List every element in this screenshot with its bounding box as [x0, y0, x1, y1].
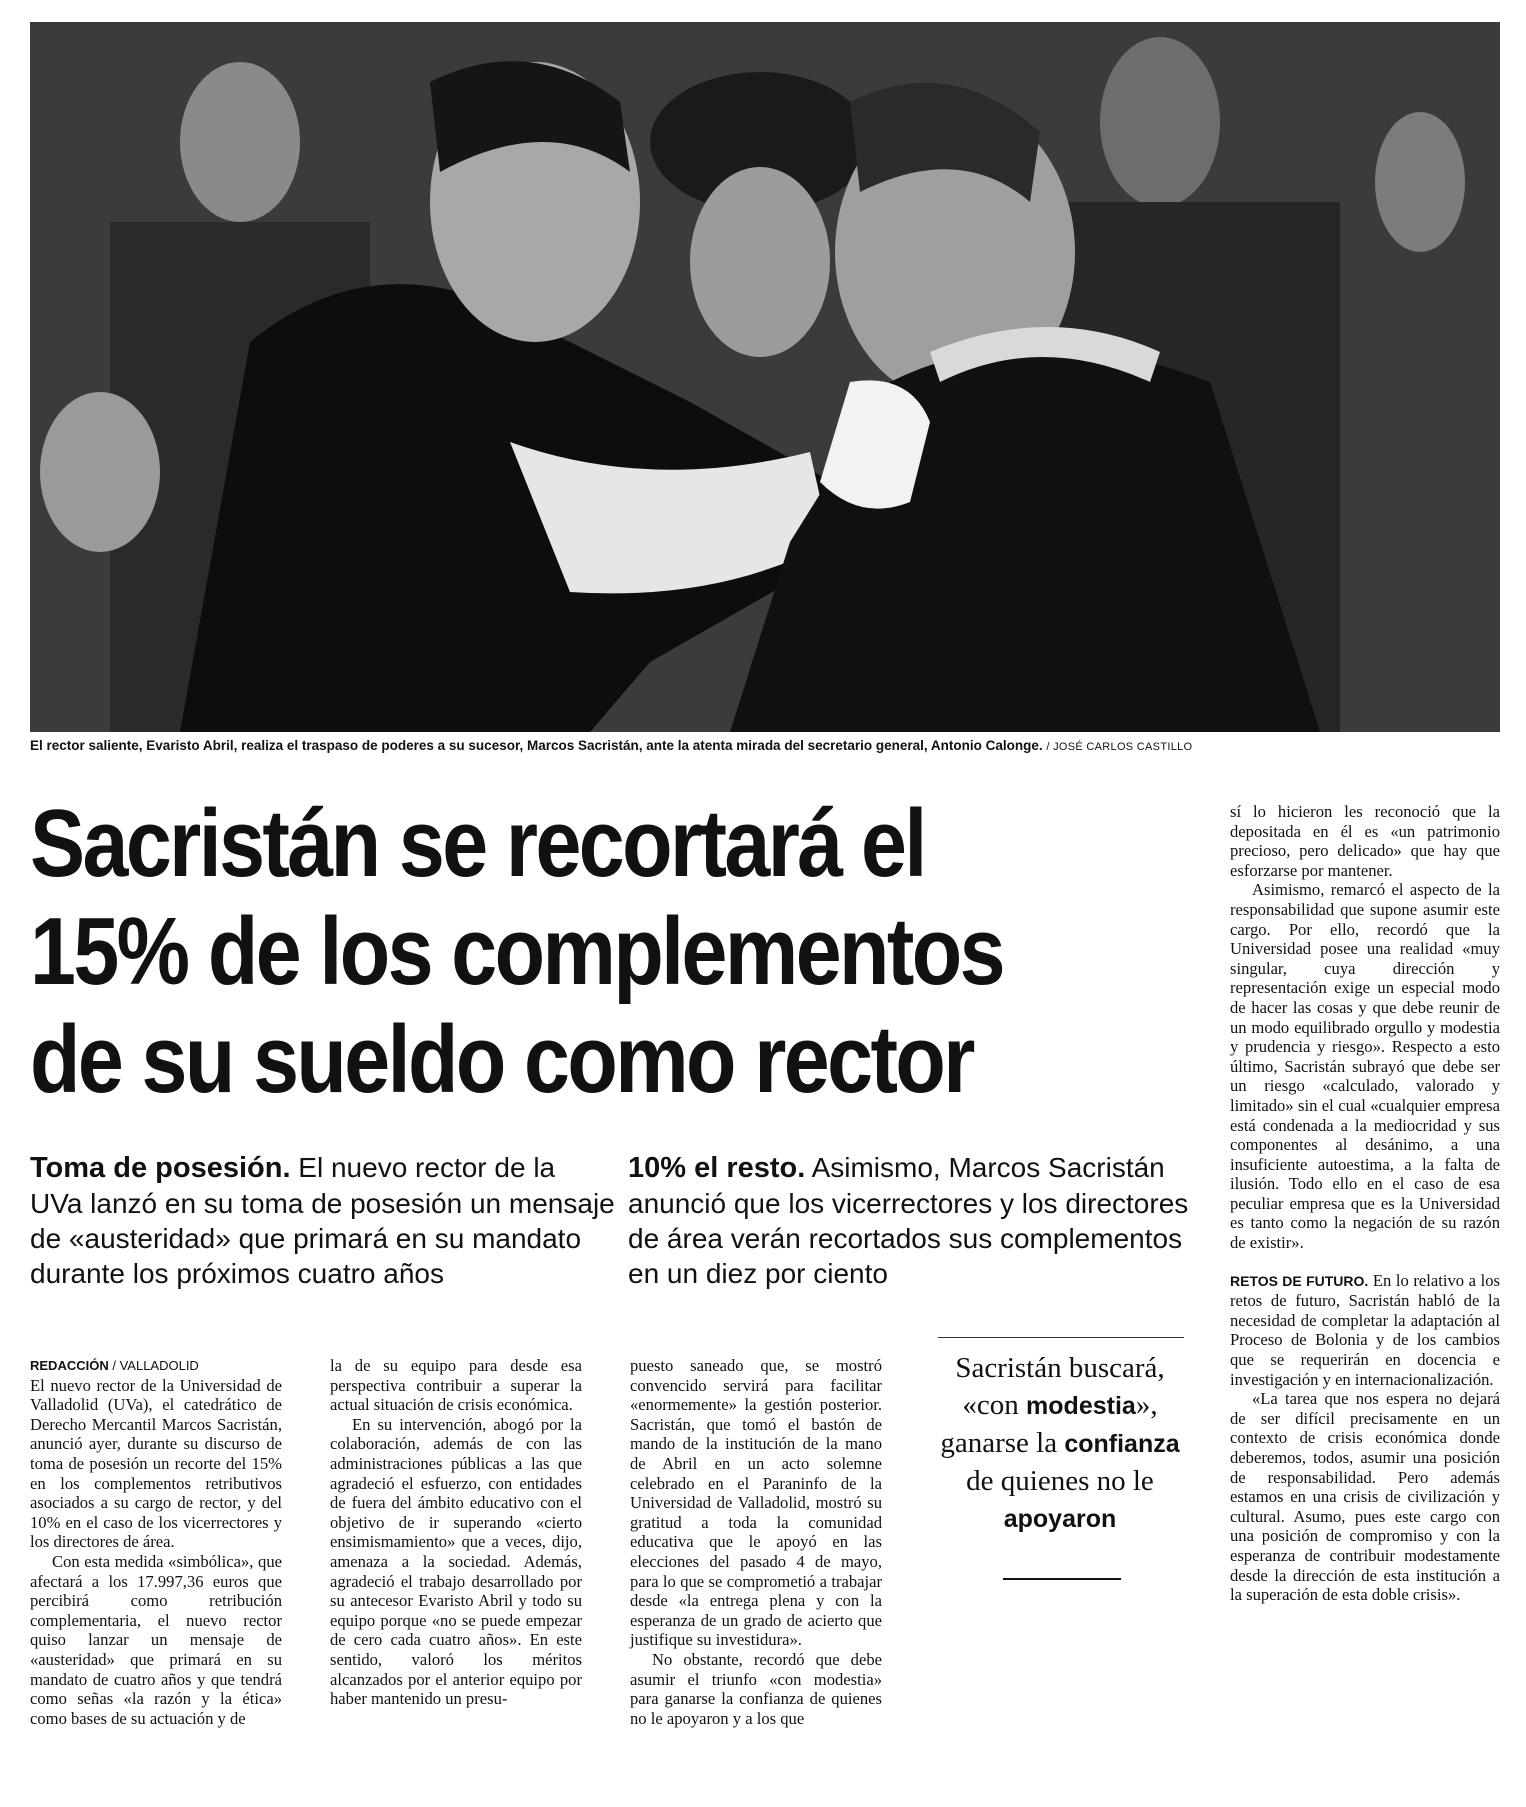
subsection-lead: RETOS DE FUTURO. [1230, 1272, 1369, 1289]
paragraph: Asimismo, remarcó el aspecto de la responsabilidad que supone asumir este cargo. Por ello, recordó que la Universidad posee una realidad «muy singular, cuya dirección y representación exige un especial modo de hacer las cosas y que debe reunir de un modo equilibrado orgullo y modestia y prudencia y riesgo». Respecto a esto último, Sacristán subrayó que debe ser un riesgo «calculado, valorado y limitado» sin el cual «cualquier empresa está condenada a la mediocridad y sus componentes al desánimo, a una insuficiente autoestima, a la falta de ilusión. Todo ello en el caso de esa peculiar empresa que es la Universidad es tanto como la negación de su razón de existir». [1230, 880, 1500, 1253]
pullquote-text: », ganarse la [940, 1389, 1158, 1459]
pullquote-emphasis: apoyaron [1003, 1505, 1117, 1533]
paragraph: En su intervención, abogó por la colaboración, además de con las administraciones públicas a las que agradeció el esfuerzo, con entidades de fuera del ámbito educativo con el objetivo de ir superando «cierto ensimismamiento» que a veces, dijo, amenaza a la sociedad. Además, agradeció el trabajo desarrollado por su antecesor Evaristo Abril y todo su equipo porque «no se puede empezar de cero cada cuatro años». En este sentido, valoró los méritos alcanzados por el anterior equipo por haber mantenido un presu- [330, 1414, 582, 1709]
byline [30, 1356, 282, 1376]
pullquote-text: de quienes no le [966, 1465, 1154, 1497]
article-column-1 [30, 1356, 282, 1728]
article-column-4 [1230, 802, 1500, 1605]
photo-credit: / JOSÉ CARLOS CASTILLO [1046, 741, 1193, 753]
pullquote-emphasis: modestia [1026, 1392, 1136, 1420]
headline: Sacristán se recortará el 15% de los complementos de su sueldo como rector [30, 790, 1003, 1113]
pullquote-emphasis: confianza [1064, 1430, 1180, 1458]
deck-right [628, 1150, 1213, 1291]
subsection-paragraph [1230, 1271, 1500, 1390]
paragraph: puesto saneado que, se mostró convencido servirá para facilitar «enormemente» la gestión posterior. Sacristán, que tomó el bastón de mando de la institución de la mano de Abril en un acto solemne celebrado en el Paraninfo de la Universidad de Valladolid, mostró su gratitud a toda la comunidad educativa que le apoyó en las elecciones del pasado 4 de mayo, para lo que se comprometió a trabajar desde «la entrega plena y con la esperanza de un grado de acierto que justifique su investidura». [630, 1356, 882, 1650]
byline-author: REDACCIÓN [30, 1358, 109, 1373]
byline-location: / VALLADOLID [112, 1358, 199, 1373]
caption-text: El rector saliente, Evaristo Abril, realiza el traspaso de poderes a su sucesor, Marcos Sacristán, ante la atenta mirada del secretario general, Antonio Calonge. [30, 738, 1043, 753]
pullquote-top-rule [938, 1337, 1184, 1338]
photo-illustration [30, 22, 1500, 732]
paragraph: El nuevo rector de la Universidad de Valladolid (UVa), el catedrático de Derecho Mercantil Marcos Sacristán, anunció ayer, durante su discurso de toma de posesión un recorte del 15% en los complementos retributivos asociados a su cargo de rector, y del 10% en el caso de los vicerrectores y los directores de área. [30, 1375, 282, 1552]
pullquote [940, 1350, 1180, 1538]
paragraph: sí lo hicieron les reconoció que la depositada en él es «un patrimonio precioso, pero delicado» que hay que esforzarse por mantener. [1230, 802, 1500, 880]
article-column-3 [630, 1356, 882, 1728]
deck-left-lead: Toma de posesión. [30, 1152, 291, 1184]
paragraph: la de su equipo para desde esa perspectiva contribuir a superar la actual situación de crisis económica. [330, 1356, 582, 1415]
article-column-2 [330, 1356, 582, 1709]
pullquote-bottom-rule [1003, 1578, 1121, 1580]
news-photo [30, 22, 1500, 732]
paragraph: «La tarea que nos espera no dejará de ser difícil precisamente en un contexto de crisis económica donde deberemos, todos, asumir una posición de responsabilidad. Pero además estamos en una crisis de civilización y cultural. Asumo, pues este cargo con una posición de compromiso y con la esperanza de contribuir modestamente desde la dirección de esta institución a la superación de esta doble crisis». [1230, 1389, 1500, 1605]
deck-right-lead: 10% el resto. [628, 1152, 806, 1184]
deck-left [30, 1150, 615, 1291]
paragraph: Con esta medida «simbólica», que afectará a los 17.997,36 euros que percibirá como retribución complementaria, el nuevo rector quiso lanzar un mensaje de «austeridad» que primará en su mandato de cuatro años y que tendrá como señas «la razón y la ética» como bases de su actuación y de [30, 1551, 282, 1728]
photo-caption [30, 738, 1500, 753]
pullquote-text: Sacristán buscará, «con [955, 1352, 1165, 1421]
paragraph: No obstante, recordó que debe asumir el triunfo «con modestia» para ganarse la confianza de quienes no le apoyaron y a los que [630, 1649, 882, 1728]
deck-right-text: Asimismo, Marcos Sacristán anunció que los vicerrectores y los directores de área verán recortados sus complementos en un diez por ciento [628, 1152, 1189, 1289]
subsection-text: En lo relativo a los retos de futuro, Sacristán habló de la necesidad de completar la adaptación al Proceso de Bolonia y de los cambios que se requerirán en docencia e investigación y en internacionalización. [1230, 1270, 1500, 1389]
deck-left-text: El nuevo rector de la UVa lanzó en su toma de posesión un mensaje de «austeridad» que primará en su mandato durante los próximos cuatro años [30, 1152, 615, 1289]
